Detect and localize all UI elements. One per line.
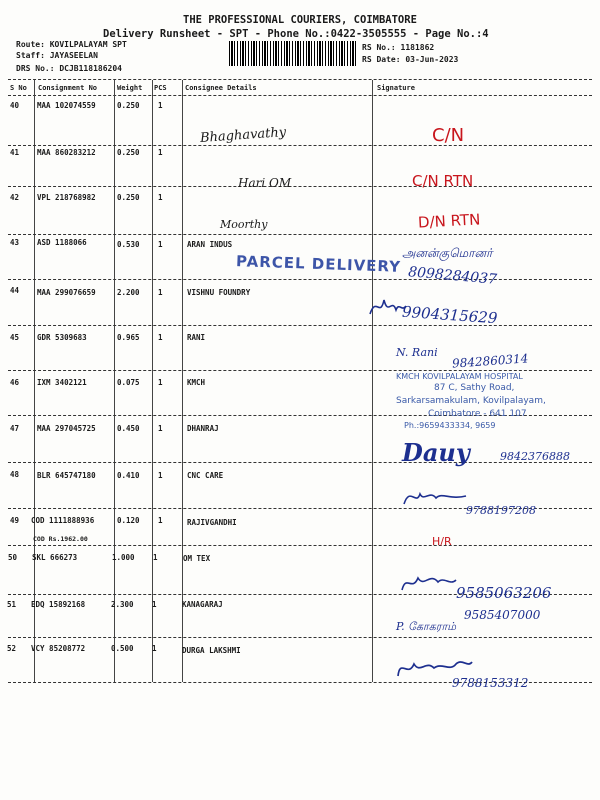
table-row-consignee: KANAGARAJ (182, 600, 223, 609)
table-row-sno: 42 (10, 193, 20, 202)
table-row-sno: 48 (10, 470, 20, 479)
table-row-consignment: COD 1111888936 (31, 516, 95, 525)
table-row-consignee: KMCH (187, 378, 206, 387)
drs-label: DRS No.: DCJB118186204 (16, 64, 122, 73)
table-row-consignment: MAA 102074559 (37, 101, 96, 110)
table-row-consignee: RAJIVGANDHI (187, 518, 237, 527)
header-bottom-rule (8, 95, 592, 96)
row-rule (8, 145, 592, 146)
barcode (229, 41, 357, 66)
company-title: THE PROFESSIONAL COURIERS, COIMBATORE (183, 14, 417, 26)
handwritten-mark: H/R (432, 535, 452, 548)
table-row-sno: 52 (7, 644, 17, 653)
table-row-pcs: 1 (158, 288, 163, 297)
signature-scribble (400, 484, 470, 510)
table-row-weight: 0.120 (117, 516, 140, 525)
table-row-sno: 44 (10, 286, 20, 295)
table-row-consignee: RANI (187, 333, 206, 342)
table-row-consignment: MAA 299076659 (37, 288, 96, 297)
table-row-weight: 0.530 (117, 240, 140, 249)
table-row-weight: 0.500 (111, 644, 134, 653)
handwritten-signature: Dauy (402, 438, 470, 467)
route-label: Route: KOVILPALAYAM SPT (16, 40, 127, 49)
handwritten-mark: C/N (432, 125, 465, 146)
table-row-pcs: 1 (152, 644, 157, 653)
handwritten-mark: C/N RTN (412, 172, 474, 190)
handwritten-phone: 9842860314 (451, 351, 529, 371)
table-row-consignment: VCY 85208772 (31, 644, 86, 653)
rs-date: RS Date: 03-Jun-2023 (362, 55, 459, 64)
table-row-sno: 41 (10, 148, 20, 157)
row-rule (8, 370, 592, 371)
handwritten-phone: 9585407000 (464, 608, 541, 622)
col-signature: Signature (377, 84, 415, 92)
table-row-sno: 43 (10, 238, 20, 247)
table-row-sno: 49 (10, 516, 20, 525)
table-row-weight: 0.075 (117, 378, 140, 387)
hospital-stamp-address: 87 C, Sathy Road, (434, 383, 515, 393)
col-weight: Weight (117, 84, 143, 92)
table-row-pcs: 1 (152, 600, 157, 609)
table-row-consignment: IXM 3402121 (37, 378, 87, 387)
row-rule (8, 637, 592, 638)
handwritten-mark: D/N RTN (417, 210, 481, 232)
col-pcs: PCS (154, 84, 167, 92)
table-row-sno: 47 (10, 424, 20, 433)
handwritten-phone: 9842376888 (500, 450, 570, 463)
hospital-stamp-name: KMCH KOVILPALAYAM HOSPITAL (396, 372, 523, 381)
table-row-weight: 0.250 (117, 148, 140, 157)
hospital-stamp-address: Sarkarsamakulam, Kovilpalayam, (396, 396, 546, 406)
parcel-delivery-stamp: PARCEL DELIVERY (235, 252, 402, 276)
hospital-stamp-address: Coimbatore - 641 107 (428, 409, 527, 419)
table-row-sno: 51 (7, 600, 17, 609)
table-row-consignee: ARAN INDUS (187, 240, 233, 249)
handwritten-phone: 9585063206 (456, 584, 552, 602)
handwritten-name: Moorthy (220, 218, 268, 231)
table-row-pcs: 1 (158, 148, 163, 157)
table-row-sno: 46 (10, 378, 20, 387)
table-row-pcs: 1 (158, 471, 163, 480)
table-row-pcs: 1 (158, 193, 163, 202)
staff-label: Staff: JAYASEELAN (16, 51, 98, 60)
table-row-consignee: DURGA LAKSHMI (182, 646, 241, 655)
handwritten-phone: 9788197208 (466, 504, 536, 517)
col-consignment: Consignment No (38, 84, 98, 92)
col-divider (182, 80, 183, 682)
handwritten-name: Bhaghavathy (199, 125, 287, 146)
handwritten-phone: 9904315629 (401, 302, 498, 328)
row-rule (8, 325, 592, 326)
table-row-pcs: 1 (158, 333, 163, 342)
col-consignee: Consignee Details (185, 84, 257, 92)
table-row-weight: 2.300 (111, 600, 134, 609)
cod-amount: COD Rs.1962.00 (33, 535, 88, 543)
handwritten-phone: 8098284037 (407, 264, 498, 288)
table-row-weight: 0.965 (117, 333, 140, 342)
table-row-consignment: MAA 860283212 (37, 148, 96, 157)
table-row-weight: 0.250 (117, 101, 140, 110)
col-sno: S No (10, 84, 27, 92)
table-row-weight: 2.200 (117, 288, 140, 297)
table-row-consignee: CNC CARE (187, 471, 224, 480)
handwritten-name: P. கோகராம் (396, 620, 457, 633)
rs-number: RS No.: 1181862 (362, 43, 435, 52)
handwritten-signature: அனன்குமொனர் (402, 246, 493, 260)
table-row-pcs: 1 (158, 424, 163, 433)
table-row-consignment: GDR 5309683 (37, 333, 87, 342)
table-row-consignment: EDQ 15892168 (31, 600, 86, 609)
table-row-sno: 50 (8, 553, 18, 562)
row-rule (8, 545, 592, 546)
table-row-sno: 45 (10, 333, 20, 342)
table-row-weight: 1.000 (112, 553, 135, 562)
table-row-consignee: DHANRAJ (187, 424, 219, 433)
handwritten-name: N. Rani (396, 346, 438, 359)
table-row-consignment: VPL 218768982 (37, 193, 96, 202)
table-row-pcs: 1 (158, 240, 163, 249)
handwritten-name: Hari OM (238, 176, 292, 190)
col-divider (372, 80, 373, 682)
header-top-rule (8, 79, 592, 80)
runsheet-subtitle: Delivery Runsheet - SPT - Phone No.:0422-3505555 - Page No.:4 (103, 28, 489, 40)
table-row-consignee: OM TEX (183, 554, 211, 563)
table-row-pcs: 1 (158, 516, 163, 525)
row-rule (8, 234, 592, 235)
table-row-consignee: VISHNU FOUNDRY (187, 288, 251, 297)
col-divider (34, 80, 35, 682)
table-row-sno: 40 (10, 101, 20, 110)
table-row-pcs: 1 (153, 553, 158, 562)
col-divider (114, 80, 115, 682)
table-row-consignment: BLR 645747180 (37, 471, 96, 480)
row-rule (8, 279, 592, 280)
table-row-weight: 0.450 (117, 424, 140, 433)
table-row-consignment: MAA 297045725 (37, 424, 96, 433)
table-row-consignment: SKL 666273 (32, 553, 78, 562)
col-divider (152, 80, 153, 682)
table-row-pcs: 1 (158, 378, 163, 387)
table-row-weight: 0.250 (117, 193, 140, 202)
signature-scribble (398, 568, 458, 596)
table-row-consignment: ASD 1188066 (37, 238, 87, 247)
table-row-pcs: 1 (158, 101, 163, 110)
table-row-weight: 0.410 (117, 471, 140, 480)
hospital-stamp-phone: Ph.:9659433334, 9659 (404, 421, 496, 430)
row-rule (8, 186, 592, 187)
handwritten-phone: 9788153312 (452, 676, 529, 690)
